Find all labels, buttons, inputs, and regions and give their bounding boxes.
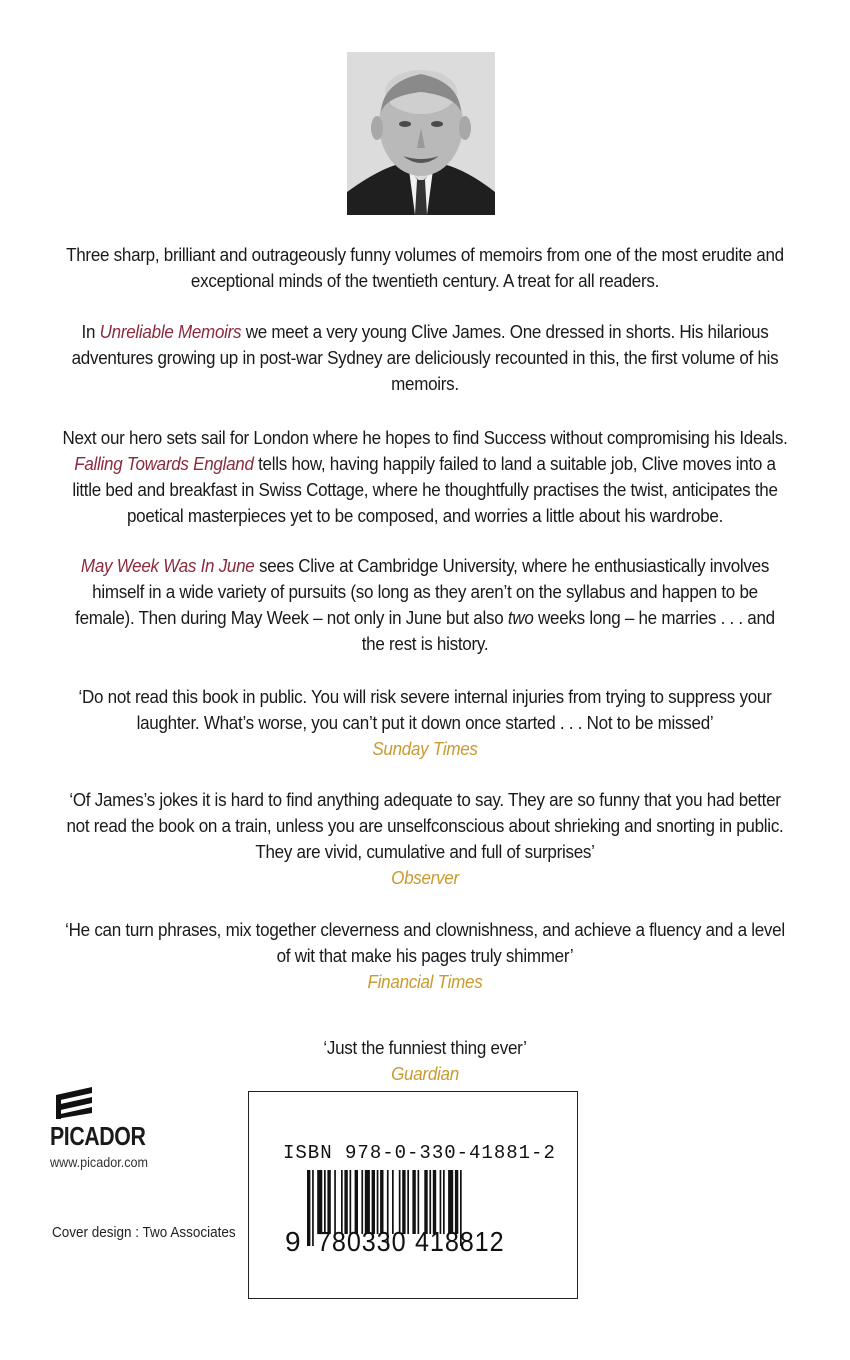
vol3-text-b: weeks long – he marries . . . and the rest is history. [361,607,775,654]
barcode-bar [429,1170,431,1234]
barcode-bar [312,1170,314,1246]
barcode-bar [392,1170,394,1234]
quote-text: ‘Do not read this book in public. You will risk severe internal injuries from trying to suppress your laughter. What’s worse, you can’t put it down once started . . . Not to be missed’ [78,686,772,733]
barcode-bar [412,1170,415,1234]
volume-2-paragraph [62,425,789,529]
review-quote [62,684,789,762]
vol2-text: tells how, having happily failed to land a suitable job, Clive moves into a little bed and breakfast in Swiss Cottage, where he thoughtfully practises the twist, anticipates the poetical masterpieces yet to be composed, and worries a little about his wardrobe. [72,453,778,526]
publisher-logo [50,1085,160,1152]
vol2-lead: Next our hero sets sail for London where he hopes to find Success without compromising his Ideals. [62,427,788,448]
barcode-bar [448,1170,453,1234]
quote-text: ‘Just the funniest thing ever’ [323,1037,527,1058]
author-portrait-image [347,52,495,215]
barcode-bar [424,1170,427,1234]
vol3-title: May Week Was In June [80,555,255,576]
barcode-bar [361,1170,363,1234]
isbn-first-digit: 9 [285,1226,301,1257]
barcode-bar [407,1170,409,1234]
barcode-bar [443,1170,445,1234]
cover-design-credit: Cover design : Two Associates [52,1224,236,1241]
review-quote [62,1035,789,1087]
barcode-bar [350,1170,352,1234]
barcode-bar [380,1170,383,1234]
quote-source: Observer [391,867,459,888]
isbn-digits-left: 780330 [317,1226,407,1257]
barcode-bar [334,1170,336,1234]
volume-3-paragraph [62,553,789,657]
picador-mark-icon [52,1085,96,1119]
publisher-name: PICADOR [50,1121,146,1151]
author-photo [347,52,495,215]
vol1-text: we meet a very young Clive James. One dressed in shorts. His hilarious adventures growing up in post-war Sydney are deliciously recounted in this, the first volume of his memoirs. [71,321,779,394]
isbn-digits-right: 418812 [415,1226,505,1257]
barcode-bar [317,1170,322,1234]
review-quote [62,787,789,891]
barcode-bar [324,1170,326,1234]
barcode-bar [433,1170,436,1234]
barcode-bar [377,1170,379,1234]
barcode-bar [418,1170,420,1234]
barcode-bar [307,1170,310,1246]
vol1-title: Unreliable Memoirs [99,321,242,342]
barcode-bar [327,1170,330,1234]
barcode-bar [402,1170,405,1234]
quote-source: Financial Times [367,971,483,992]
barcode-bar [355,1170,358,1234]
isbn-label: ISBN 978-0-330-41881-2 [283,1142,556,1164]
barcode-bar [455,1170,458,1234]
quote-source: Guardian [391,1063,459,1084]
barcode-bar [365,1170,370,1234]
barcode-bar [344,1170,347,1234]
publisher-url[interactable]: www.picador.com [50,1154,149,1170]
vol3-text-a: sees Clive at Cambridge University, where he enthusiastically involves himself in a wide variety of pursuits (so long as they aren’t on the syllabus and happen to be female). Then during May Week – not only in June but also [75,555,770,628]
vol2-title: Falling Towards England [74,453,254,474]
isbn-barcode [248,1091,578,1299]
review-quote [62,917,789,995]
vol3-emphasis: two [507,607,534,628]
intro-paragraph [62,242,789,294]
volume-1-paragraph [62,319,789,397]
quote-source: Sunday Times [372,738,478,759]
barcode-bar [399,1170,401,1234]
quote-text: ‘Of James’s jokes it is hard to find anything adequate to say. They are so funny that you had better not read the book on a train, unless you are unselfconscious about shrieking and snorting in public. They are vivid, cumulative and full of surprises’ [66,789,784,862]
barcode-bar [341,1170,343,1234]
vol1-prefix: In [81,321,100,342]
barcode-bar [440,1170,442,1234]
barcode-bar [372,1170,375,1234]
intro-text: Three sharp, brilliant and outrageously funny volumes of memoirs from one of the most erudite and exceptional minds of the twentieth century. A treat for all readers. [66,244,784,291]
quote-text: ‘He can turn phrases, mix together cleverness and clownishness, and achieve a fluency and a level of wit that make his pages truly shimmer’ [65,919,785,966]
